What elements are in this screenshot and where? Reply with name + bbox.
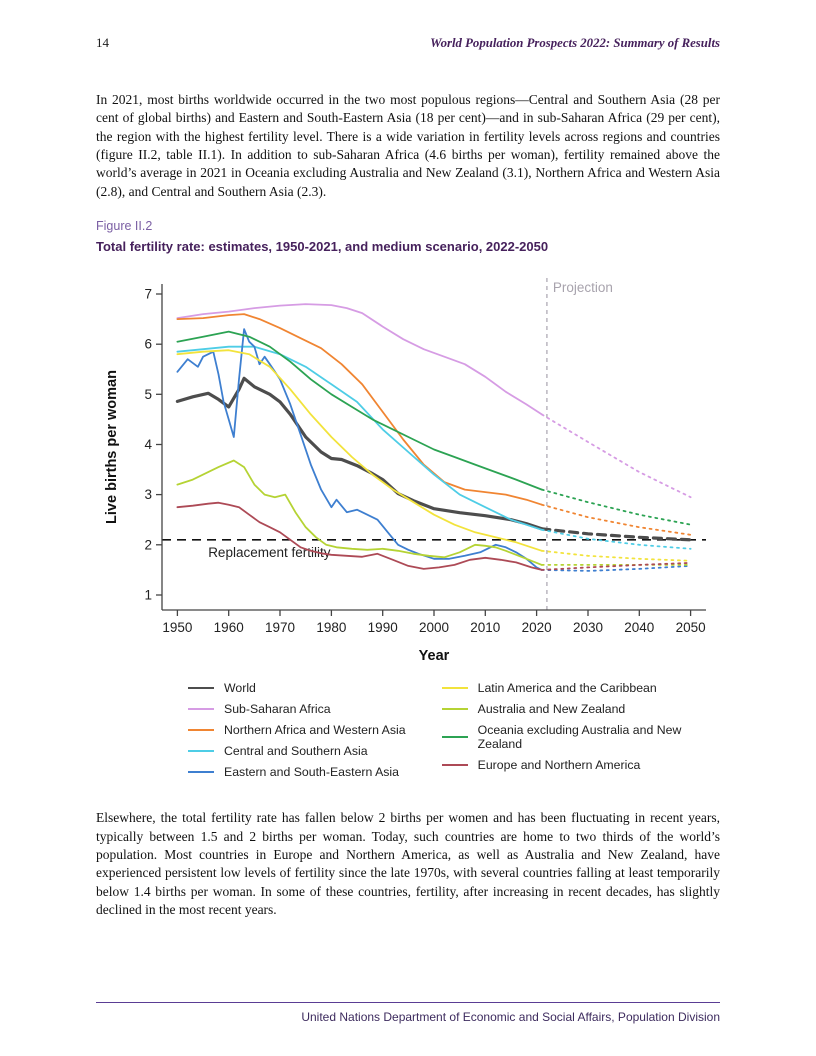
legend-item-northern-africa-and-western-asia bbox=[188, 723, 442, 737]
footer-text: United Nations Department of Economic and Social Affairs, Population Division bbox=[301, 1010, 720, 1024]
legend-swatch bbox=[442, 764, 468, 766]
series-eastern-and-south-eastern-asia-estimate bbox=[177, 329, 541, 570]
legend-item-world bbox=[188, 681, 442, 695]
legend-column-1 bbox=[188, 681, 442, 779]
series-world-projection bbox=[542, 529, 691, 540]
footer-rule bbox=[96, 1002, 720, 1003]
series-oceania-excluding-australia-and-new-zealand-projection bbox=[542, 490, 691, 525]
x-tick-label: 2040 bbox=[624, 620, 655, 636]
legend-item-sub-saharan-africa bbox=[188, 702, 442, 716]
x-tick-label: 1990 bbox=[367, 620, 398, 636]
legend-label: Oceania excluding Australia and New Zealand bbox=[477, 723, 682, 752]
x-tick-label: 1960 bbox=[213, 620, 244, 636]
y-tick-label: 2 bbox=[144, 537, 152, 553]
legend-swatch bbox=[442, 687, 468, 689]
legend-label: Australia and New Zealand bbox=[477, 702, 626, 717]
legend-swatch bbox=[188, 750, 214, 752]
page-footer bbox=[96, 1002, 720, 1024]
legend-swatch bbox=[188, 687, 214, 689]
series-central-and-southern-asia-estimate bbox=[177, 347, 541, 530]
legend-label: Central and Southern Asia bbox=[224, 744, 368, 759]
legend-item-oceania-excluding-australia-and-new-zealand bbox=[442, 723, 720, 751]
paragraph-births-2021: In 2021, most births worldwide occurred in the two most populous regions—Central and Southern Asia (28 per cent of global births) and Eastern and South-Eastern Asia (18 per cent)—and in sub-Saharan Africa (29 per cent), the region with the highest fertility level. There is a wide variation in fertility levels across regions and countries (figure II.2, table II.1). In addition to sub-Saharan Africa (4.6 births per woman), fertility remained above the world’s average in 2021 in Oceania excluding Australia and New Zealand (3.1), Northern Africa and Western Asia (2.8), and Central and Southern Asia (2.3). bbox=[96, 92, 720, 199]
legend-label: World bbox=[224, 681, 256, 696]
paragraph-low-fertility: Elsewhere, the total fertility rate has fallen below 2 births per women and has been fluctuating in recent years, typically between 1.5 and 2 births per woman. Today, such countries are home to two thirds of the world’s population. Most countries in Europe and Northern America, as well as Australia and New Zealand, have experienced persistent low levels of fertility since the late 1970s, with several countries falling at least temporarily below 1.4 births per woman. In some of these countries, fertility, after increasing in recent decades, has slightly declined in the most recent years. bbox=[96, 810, 720, 917]
figure-chart-area bbox=[100, 268, 720, 673]
x-tick-label: 2000 bbox=[418, 620, 450, 636]
legend-item-latin-america-and-the-caribbean bbox=[442, 681, 720, 695]
legend-item-central-and-southern-asia bbox=[188, 744, 442, 758]
legend-label: Eastern and South-Eastern Asia bbox=[224, 765, 399, 780]
series-europe-and-northern-america-projection bbox=[542, 563, 691, 570]
replacement-fertility-label: Replacement fertility bbox=[208, 544, 331, 560]
x-axis-title: Year bbox=[418, 648, 450, 665]
legend-swatch bbox=[442, 708, 468, 710]
x-tick-label: 1950 bbox=[162, 620, 193, 636]
page-header bbox=[96, 35, 720, 51]
series-eastern-and-south-eastern-asia-projection bbox=[542, 566, 691, 571]
running-header-title: World Population Prospects 2022: Summary of Results bbox=[430, 36, 720, 50]
y-tick-label: 3 bbox=[144, 487, 152, 503]
legend-label: Sub-Saharan Africa bbox=[224, 702, 331, 717]
y-tick-label: 4 bbox=[144, 437, 152, 453]
y-tick-label: 1 bbox=[144, 587, 152, 603]
series-latin-america-and-the-caribbean-projection bbox=[542, 551, 691, 561]
legend-label: Northern Africa and Western Asia bbox=[224, 723, 406, 738]
series-europe-and-northern-america-estimate bbox=[177, 503, 541, 570]
legend-label: Latin America and the Caribbean bbox=[477, 681, 657, 696]
legend-swatch bbox=[188, 729, 214, 731]
fertility-line-chart bbox=[100, 268, 720, 668]
page-number: 14 bbox=[96, 35, 109, 50]
y-axis-title: Live births per woman bbox=[104, 370, 120, 525]
legend-swatch bbox=[188, 708, 214, 710]
y-tick-label: 6 bbox=[144, 336, 152, 352]
x-tick-label: 1970 bbox=[264, 620, 296, 636]
series-sub-saharan-africa-projection bbox=[542, 415, 691, 498]
figure-label: Figure II.2 bbox=[96, 219, 153, 234]
legend-item-europe-and-northern-america bbox=[442, 758, 720, 772]
series-latin-america-and-the-caribbean-estimate bbox=[177, 350, 541, 551]
legend-swatch bbox=[188, 771, 214, 773]
x-tick-label: 2010 bbox=[470, 620, 501, 636]
y-tick-label: 7 bbox=[144, 286, 152, 302]
series-sub-saharan-africa-estimate bbox=[177, 304, 541, 414]
chart-legend bbox=[188, 681, 720, 779]
projection-label: Projection bbox=[552, 280, 613, 296]
x-tick-label: 2030 bbox=[572, 620, 604, 636]
y-tick-label: 5 bbox=[144, 386, 152, 402]
legend-item-eastern-and-south-eastern-asia bbox=[188, 765, 442, 779]
x-tick-label: 2050 bbox=[675, 620, 706, 636]
legend-column-2 bbox=[442, 681, 720, 779]
x-tick-label: 1980 bbox=[316, 620, 347, 636]
legend-label: Europe and Northern America bbox=[477, 758, 641, 773]
x-tick-label: 2020 bbox=[521, 620, 552, 636]
legend-swatch bbox=[442, 736, 468, 738]
legend-item-australia-and-new-zealand bbox=[442, 702, 720, 716]
figure-title: Total fertility rate: estimates, 1950-2021, and medium scenario, 2022-2050 bbox=[96, 239, 549, 255]
series-northern-africa-and-western-asia-estimate bbox=[177, 314, 541, 505]
